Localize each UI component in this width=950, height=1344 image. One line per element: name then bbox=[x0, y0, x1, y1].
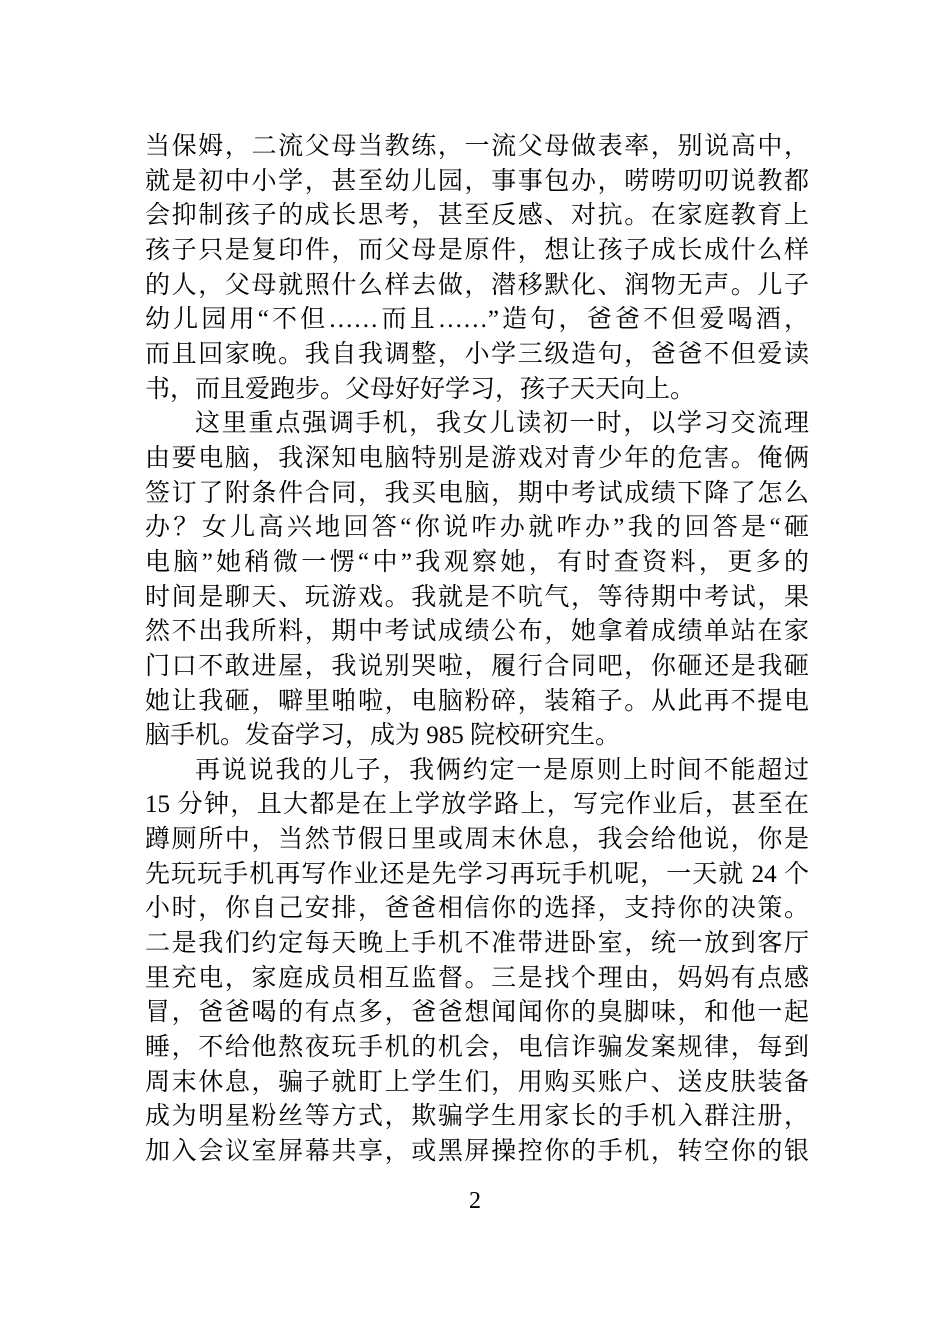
text-line: 加入会议室屏幕共享，或黑屏操控你的手机，转空你的银 bbox=[145, 1138, 809, 1166]
text-line: 书，而且爱跑步。父母好好学习，孩子天天向上。 bbox=[145, 375, 696, 403]
text-line: 里充电，家庭成员相互监督。三是找个理由，妈妈有点感 bbox=[145, 964, 809, 992]
text-line: 时间是聊天、玩游戏。我就是不吭气，等待期中考试，果 bbox=[145, 583, 809, 611]
page-number: 2 bbox=[469, 1188, 481, 1214]
text-line: 她让我砸，噼里啪啦，电脑粉碎，装箱子。从此再不提电 bbox=[145, 687, 809, 715]
text-line: 幼儿园用“不但……而且……”造句，爸爸不但爱喝酒， bbox=[145, 306, 809, 334]
text-line: 小时，你自己安排，爸爸相信你的选择，支持你的决策。 bbox=[145, 895, 809, 923]
text-line: 然不出我所料，期中考试成绩公布，她拿着成绩单站在家 bbox=[145, 618, 809, 646]
text-line: 就是初中小学，甚至幼儿园，事事包办，唠唠叨叨说教都 bbox=[145, 167, 809, 195]
text-line: 蹲厕所中，当然节假日里或周末休息，我会给他说，你是 bbox=[145, 826, 809, 854]
text-line: 睡，不给他熬夜玩手机的机会，电信诈骗发案规律，每到 bbox=[145, 1034, 809, 1062]
text-line: 二是我们约定每天晚上手机不准带进卧室，统一放到客厅 bbox=[145, 930, 809, 958]
text-line: 由要电脑，我深知电脑特别是游戏对青少年的危害。俺俩 bbox=[145, 444, 809, 472]
text-line: 的人，父母就照什么样去做，潜移默化、润物无声。儿子 bbox=[145, 271, 809, 299]
text-line: 当保姆，二流父母当教练，一流父母做表率，别说高中， bbox=[145, 133, 809, 160]
text-line: 而且回家晚。我自我调整，小学三级造句，爸爸不但爱读 bbox=[145, 340, 809, 368]
text-line: 门口不敢进屋，我说别哭啦，履行合同吧，你砸还是我砸 bbox=[145, 652, 809, 680]
text-line: 签订了附条件合同，我买电脑，期中考试成绩下降了怎么 bbox=[145, 479, 809, 507]
document-body bbox=[145, 130, 809, 1170]
text-line: 电脑”她稍微一愣“中”我观察她，有时查资料，更多的 bbox=[145, 548, 809, 576]
text-line: 会抑制孩子的成长思考，甚至反感、对抗。在家庭教育上 bbox=[145, 202, 809, 230]
text-line: 这里重点强调手机，我女儿读初一时，以学习交流理 bbox=[195, 410, 809, 438]
text-line: 15 分钟，且大都是在上学放学路上，写完作业后，甚至在 bbox=[145, 791, 809, 819]
text-line: 脑手机。发奋学习，成为 985 院校研究生。 bbox=[145, 722, 621, 750]
text-line: 孩子只是复印件，而父母是原件，想让孩子成长成什么样 bbox=[145, 236, 809, 264]
text-line: 再说说我的儿子，我俩约定一是原则上时间不能超过 bbox=[195, 756, 809, 784]
text-line: 周末休息，骗子就盯上学生们，用购买账户、送皮肤装备 bbox=[145, 1068, 809, 1096]
text-line: 办？女儿高兴地回答“你说咋办就咋办”我的回答是“砸 bbox=[145, 514, 809, 542]
text-line: 成为明星粉丝等方式，欺骗学生用家长的手机入群注册， bbox=[145, 1103, 809, 1131]
text-line: 先玩玩手机再写作业还是先学习再玩手机呢，一天就 24 个 bbox=[145, 860, 809, 888]
text-line: 冒，爸爸喝的有点多，爸爸想闻闻你的臭脚味，和他一起 bbox=[145, 999, 809, 1027]
